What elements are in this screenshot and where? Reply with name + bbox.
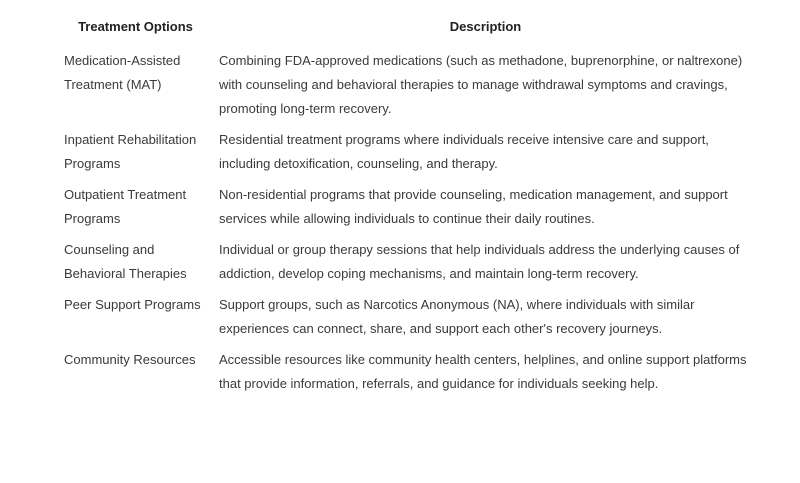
table-row xyxy=(58,128,758,183)
treatment-options-table xyxy=(58,14,758,403)
treatment-description-cell: Accessible resources like community health centers, helplines, and online support platforms that provide information, referrals, and guidance for individuals seeking help. xyxy=(219,352,747,391)
treatment-description-cell: Non-residential programs that provide counseling, medication management, and support services while allowing individuals to continue their daily routines. xyxy=(219,187,728,226)
table-header xyxy=(58,14,758,49)
table-row xyxy=(58,348,758,403)
header-row xyxy=(58,14,758,49)
treatment-option-cell: Community Resources xyxy=(64,352,196,367)
header-treatment-options: Treatment Options xyxy=(78,19,193,34)
treatment-option-cell: Medication-Assisted Treatment (MAT) xyxy=(64,53,181,92)
treatment-option-cell: Inpatient Rehabilitation Programs xyxy=(64,132,197,171)
treatment-description-cell: Combining FDA-approved medications (such as methadone, buprenorphine, or naltrexone) with counseling and behavioral therapies to manage withdrawal symptoms and cravings, promoting long-term recovery. xyxy=(219,53,743,116)
treatment-option-cell: Counseling and Behavioral Therapies xyxy=(64,242,187,281)
table-body xyxy=(58,49,758,403)
treatment-option-cell: Peer Support Programs xyxy=(64,297,201,312)
table-row xyxy=(58,49,758,128)
header-description: Description xyxy=(449,19,522,34)
table-row xyxy=(58,238,758,293)
treatment-description-cell: Support groups, such as Narcotics Anonymous (NA), where individuals with similar experiences can connect, share, and support each other's recovery journeys. xyxy=(219,297,695,336)
treatment-option-cell: Outpatient Treatment Programs xyxy=(64,187,187,226)
table-row xyxy=(58,293,758,348)
treatment-description-cell: Residential treatment programs where individuals receive intensive care and support, including detoxification, counseling, and therapy. xyxy=(219,132,709,171)
treatment-description-cell: Individual or group therapy sessions that help individuals address the underlying causes of addiction, develop coping mechanisms, and maintain long-term recovery. xyxy=(219,242,740,281)
treatment-table-container xyxy=(58,14,758,403)
table-row xyxy=(58,183,758,238)
